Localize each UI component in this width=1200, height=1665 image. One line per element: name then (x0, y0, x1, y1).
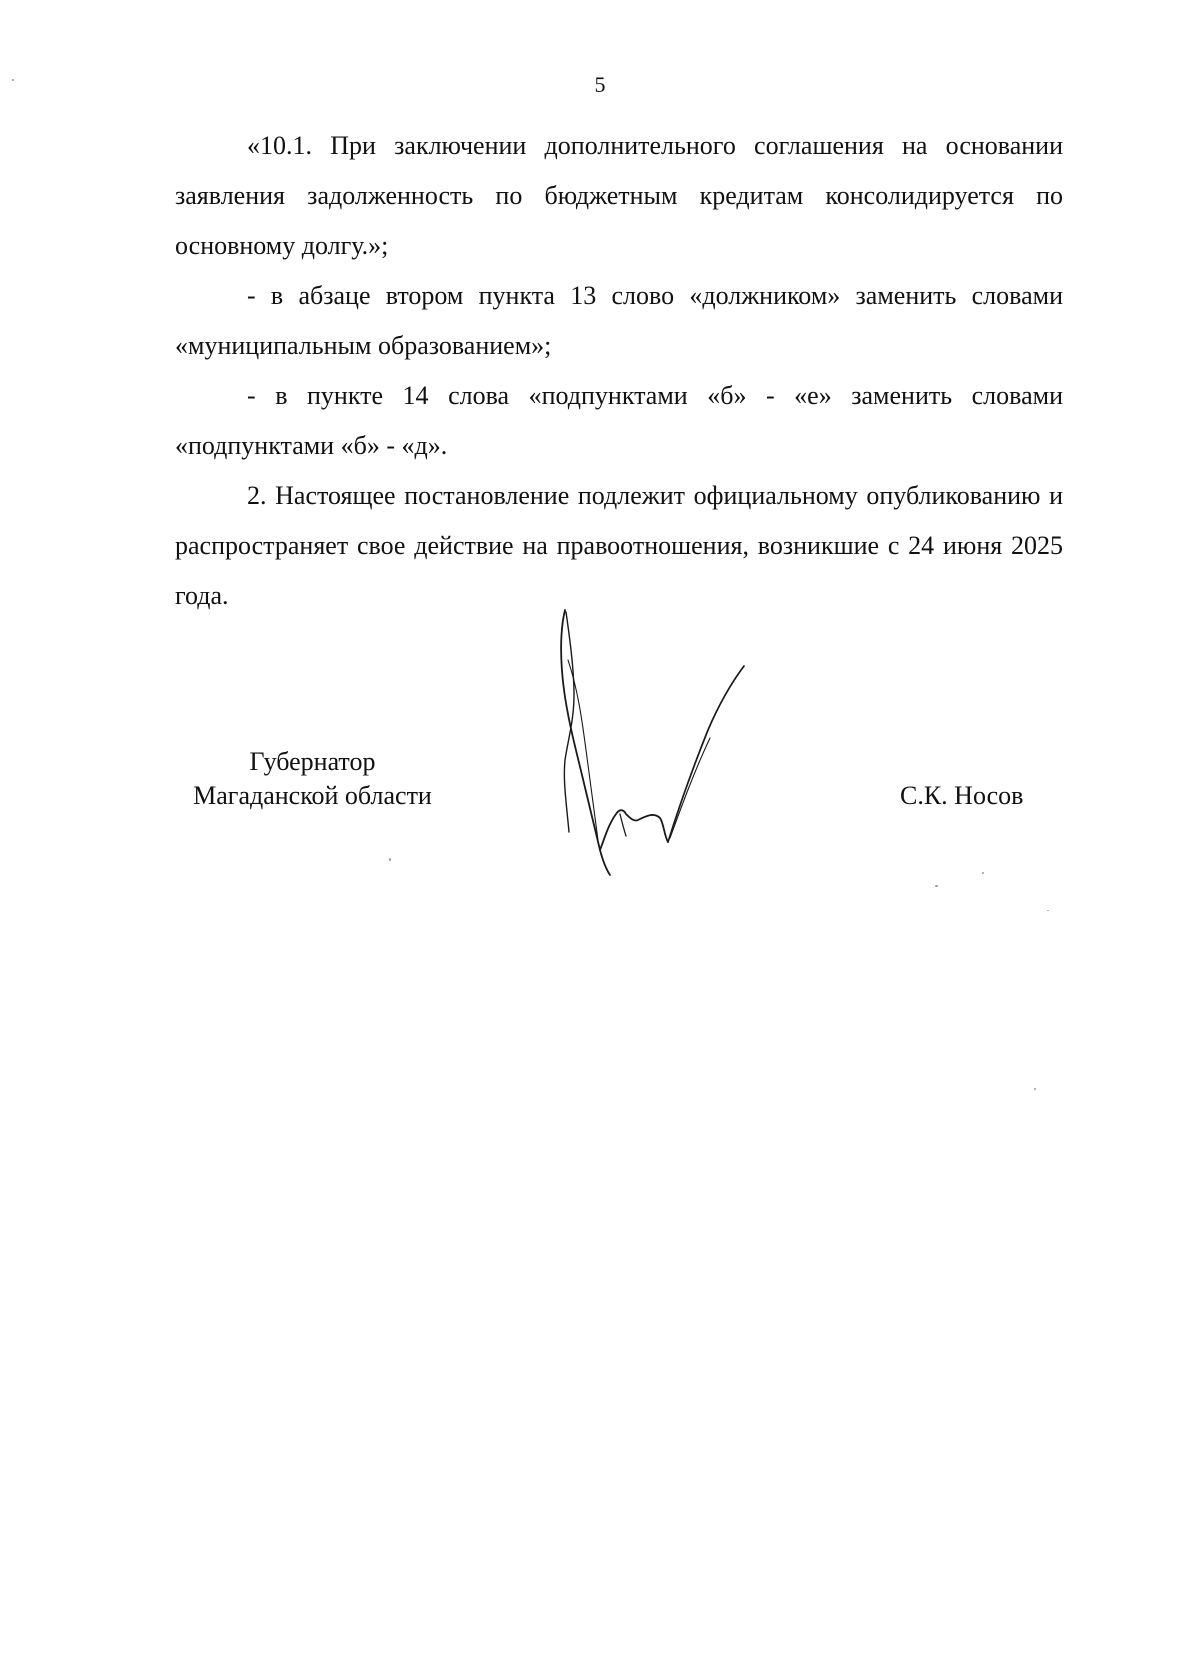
paragraph-clause-13: - в абзаце втором пункта 13 слово «должником» заменить словами «муниципальным образованием»; (175, 281, 1063, 360)
signatory-name: С.К. Носов (900, 781, 1024, 810)
scan-speck (12, 79, 14, 81)
paragraph-clause-14: - в пункте 14 слова «подпунктами «б» - «е» заменить словами «подпунктами «б» - «д». (175, 381, 1063, 460)
position-line-2: Магаданской области (193, 781, 432, 810)
page-number: 5 (594, 72, 606, 97)
scan-speck (935, 885, 938, 887)
paragraph-clause-10-1: «10.1. При заключении дополнительного соглашения на основании заявления задолженность по бюджетным кредитам консолидируется по основному долгу.»; (175, 131, 1063, 260)
scan-speck (389, 858, 391, 861)
position-line-1: Губернатор (249, 747, 376, 776)
scan-speck (1047, 910, 1049, 911)
scan-speck (1034, 1088, 1036, 1090)
document-body (175, 121, 1063, 621)
handwritten-signature (560, 600, 800, 890)
paragraph-item-2: 2. Настоящее постановление подлежит официальному опубликованию и распространяет свое действие на правоотношения, возникшие с 24 июня 2025 года. (175, 481, 1063, 610)
signatory-position (180, 745, 445, 813)
scan-speck (982, 872, 984, 874)
